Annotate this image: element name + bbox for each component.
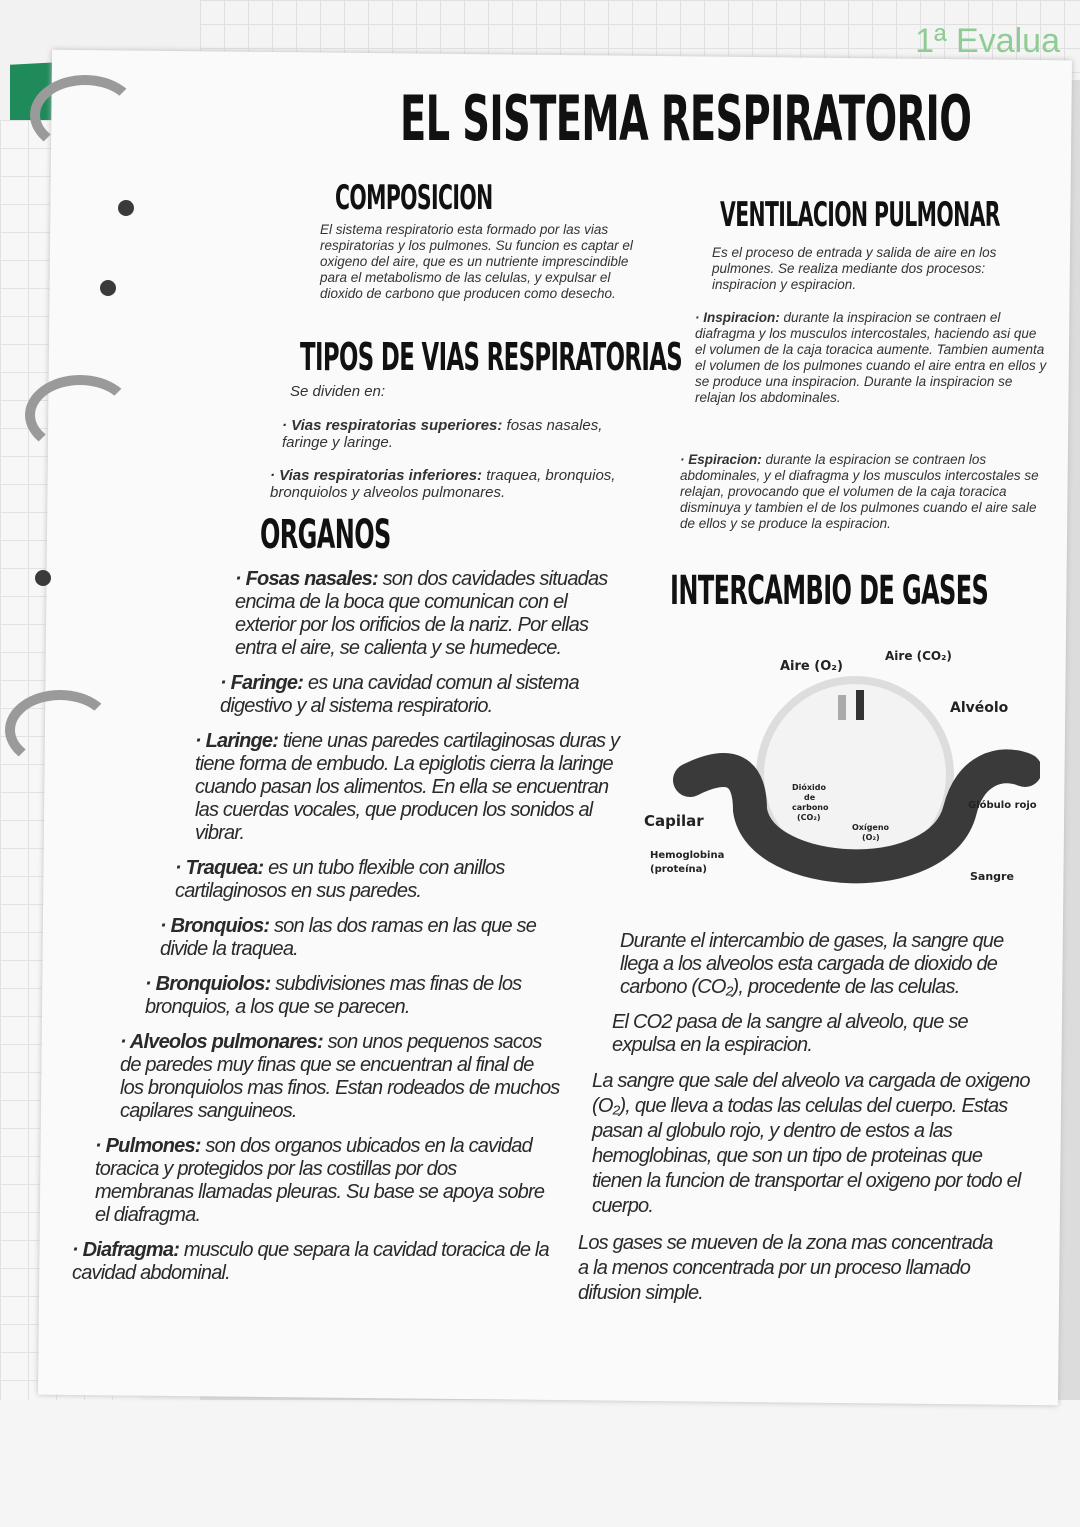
page-title: EL SISTEMA RESPIRATORIO (400, 82, 972, 155)
label-alveolo: Alvéolo (950, 700, 1009, 716)
organ-item (145, 973, 560, 1019)
definition: subdivisiones mas finas de los bronquios, a los que se parecen. (145, 973, 522, 1018)
label-co2: de (804, 793, 816, 802)
term: · Faringe: (220, 672, 304, 694)
binder-ring (25, 375, 135, 455)
heading-intercambio: INTERCAMBIO DE GASES (670, 568, 989, 614)
term: · Bronquios: (160, 915, 270, 937)
term: · Espiracion: (680, 452, 762, 467)
punch-hole (118, 200, 134, 216)
tipos-item (282, 417, 612, 451)
binder-ring (30, 75, 140, 155)
intercambio-paragraph: El CO2 pasa de la sangre al alveolo, que se expulsa en la espiracion. (612, 1011, 968, 1056)
label-o2: (O₂) (862, 833, 880, 842)
ventilacion-item (680, 452, 1045, 532)
label-air-co2: Aire (CO₂) (885, 649, 952, 663)
intercambio-paragraph: Durante el intercambio de gases, la sangre que llega a los alveolos esta cargada de dioxido de carbono (CO₂), procedente de las celulas. (620, 930, 1004, 998)
definition: durante la inspiracion se contraen el diafragma y los musculos intercostales, haciendo asi que el volumen de la caja toracica aumente. Tambien aumenta el volumen de los pulmones cuando el aire entra en ellos y se produce una inspiracion. Durante la inspiracion se relajan los abdominales. (695, 310, 1047, 405)
organ-item (120, 1031, 560, 1123)
organ-item (160, 915, 560, 961)
term: · Vias respiratorias superiores: (282, 417, 503, 434)
organ-item (95, 1135, 555, 1227)
definition: son las dos ramas en las que se divide la traquea. (160, 915, 537, 960)
label-proteina: (proteína) (650, 864, 707, 875)
organ-item (195, 730, 630, 845)
term: · Traquea: (175, 857, 264, 879)
definition: es una cavidad comun al sistema digestivo y al sistema respiratorio. (220, 672, 579, 717)
heading-tipos: TIPOS DE VIAS RESPIRATORIAS (300, 335, 683, 379)
label-capilar: Capilar (644, 812, 704, 830)
label-air-o2: Aire (O₂) (780, 659, 843, 674)
gas-exchange-diagram (640, 640, 1040, 900)
definition: traquea, bronquios, bronquiolos y alveolos pulmonares. (270, 467, 616, 501)
definition: es un tubo flexible con anillos cartilaginosos en sus paredes. (175, 857, 505, 902)
organ-item (72, 1239, 552, 1285)
term: · Laringe: (195, 730, 279, 752)
organ-item (235, 568, 630, 660)
intercambio-paragraph: Los gases se mueven de la zona mas concentrada a la menos concentrada por un proceso llamado difusion simple. (578, 1232, 993, 1304)
organ-list (0, 568, 640, 1285)
label-co2: (CO₂) (797, 813, 821, 822)
definition: durante la espiracion se contraen los abdominales, y el diafragma y los musculos intercostales se relajan, provocando que el volumen de la caja toracica disminuya y tambien el de los pulmones cuando el aire sale de ellos y se produce la espiracion. (680, 452, 1039, 531)
definition: tiene unas paredes cartilaginosas duras y tiene forma de embudo. La epiglotis cierra la laringe cuando pasan los alimentos. En ella se encuentran las cuerdas vocales, que producen los sonidos al vibrar. (195, 730, 620, 844)
evaluation-note: 1ª Evalua (915, 22, 1060, 60)
composicion-text: El sistema respiratorio esta formado por las vias respiratorias y los pulmones. Su funcion es captar el oxigeno del aire, que es un nutriente imprescindible para el metabolismo de las celulas, y expulsar el dioxido de carbono que producen como desecho. (320, 222, 633, 301)
heading-organos: ORGANOS (260, 512, 391, 558)
punch-hole (100, 280, 116, 296)
ventilacion-intro: Es el proceso de entrada y salida de aire en los pulmones. Se realiza mediante dos procesos: inspiracion y espiracion. (712, 245, 997, 292)
organ-item (175, 857, 595, 903)
label-co2: Dióxido (792, 783, 827, 792)
label-co2: carbono (792, 803, 829, 812)
definition: son dos organos ubicados en la cavidad toracica y protegidos por las costillas por dos membranas llamadas pleuras. Su base se apoya sobre el diafragma. (95, 1135, 545, 1226)
intercambio-paragraph: La sangre que sale del alveolo va cargada de oxigeno (O₂), que lleva a todas las celulas del cuerpo. Estas pasan al globulo rojo, y dentro de estos a las hemoglobinas, que son un tipo de proteinas que tienen la funcion de transportar el oxigeno por todo el cuerpo. (592, 1070, 1030, 1217)
term: · Alveolos pulmonares: (120, 1031, 323, 1053)
heading-ventilacion: VENTILACION PULMONAR (720, 195, 1000, 235)
term: · Fosas nasales: (235, 568, 378, 590)
term: · Vias respiratorias inferiores: (270, 467, 483, 484)
label-globulo: Glóbulo rojo (968, 800, 1037, 811)
definition: son dos cavidades situadas encima de la boca que comunican con el exterior por los orificios de la nariz. Por ellas entra el aire, se calienta y se humedece. (235, 568, 608, 659)
tipos-intro: Se dividen en: (290, 383, 386, 400)
definition: fosas nasales, faringe y laringe. (282, 417, 603, 451)
arrow-down-icon (838, 695, 846, 720)
definition: musculo que separa la cavidad toracica de la cavidad abdominal. (72, 1239, 549, 1284)
label-hemoglobina: Hemoglobina (650, 850, 725, 861)
ventilacion-item (695, 310, 1050, 406)
tipos-item (270, 467, 640, 501)
desk-bottom (0, 1400, 1080, 1527)
term: · Inspiracion: (695, 310, 780, 325)
label-sangre: Sangre (970, 870, 1014, 883)
label-o2: Oxígeno (852, 823, 890, 832)
term: · Pulmones: (95, 1135, 201, 1157)
intercambio-text (578, 930, 1048, 1306)
arrow-up-icon (856, 690, 864, 720)
term: · Diafragma: (72, 1239, 180, 1261)
term: · Bronquiolos: (145, 973, 271, 995)
definition: son unos pequenos sacos de paredes muy finas que se encuentran al final de los bronquiolos mas finos. Estan rodeados de muchos capilares sanguineos. (120, 1031, 560, 1122)
organ-item (220, 672, 630, 718)
heading-composicion: COMPOSICION (335, 178, 493, 218)
